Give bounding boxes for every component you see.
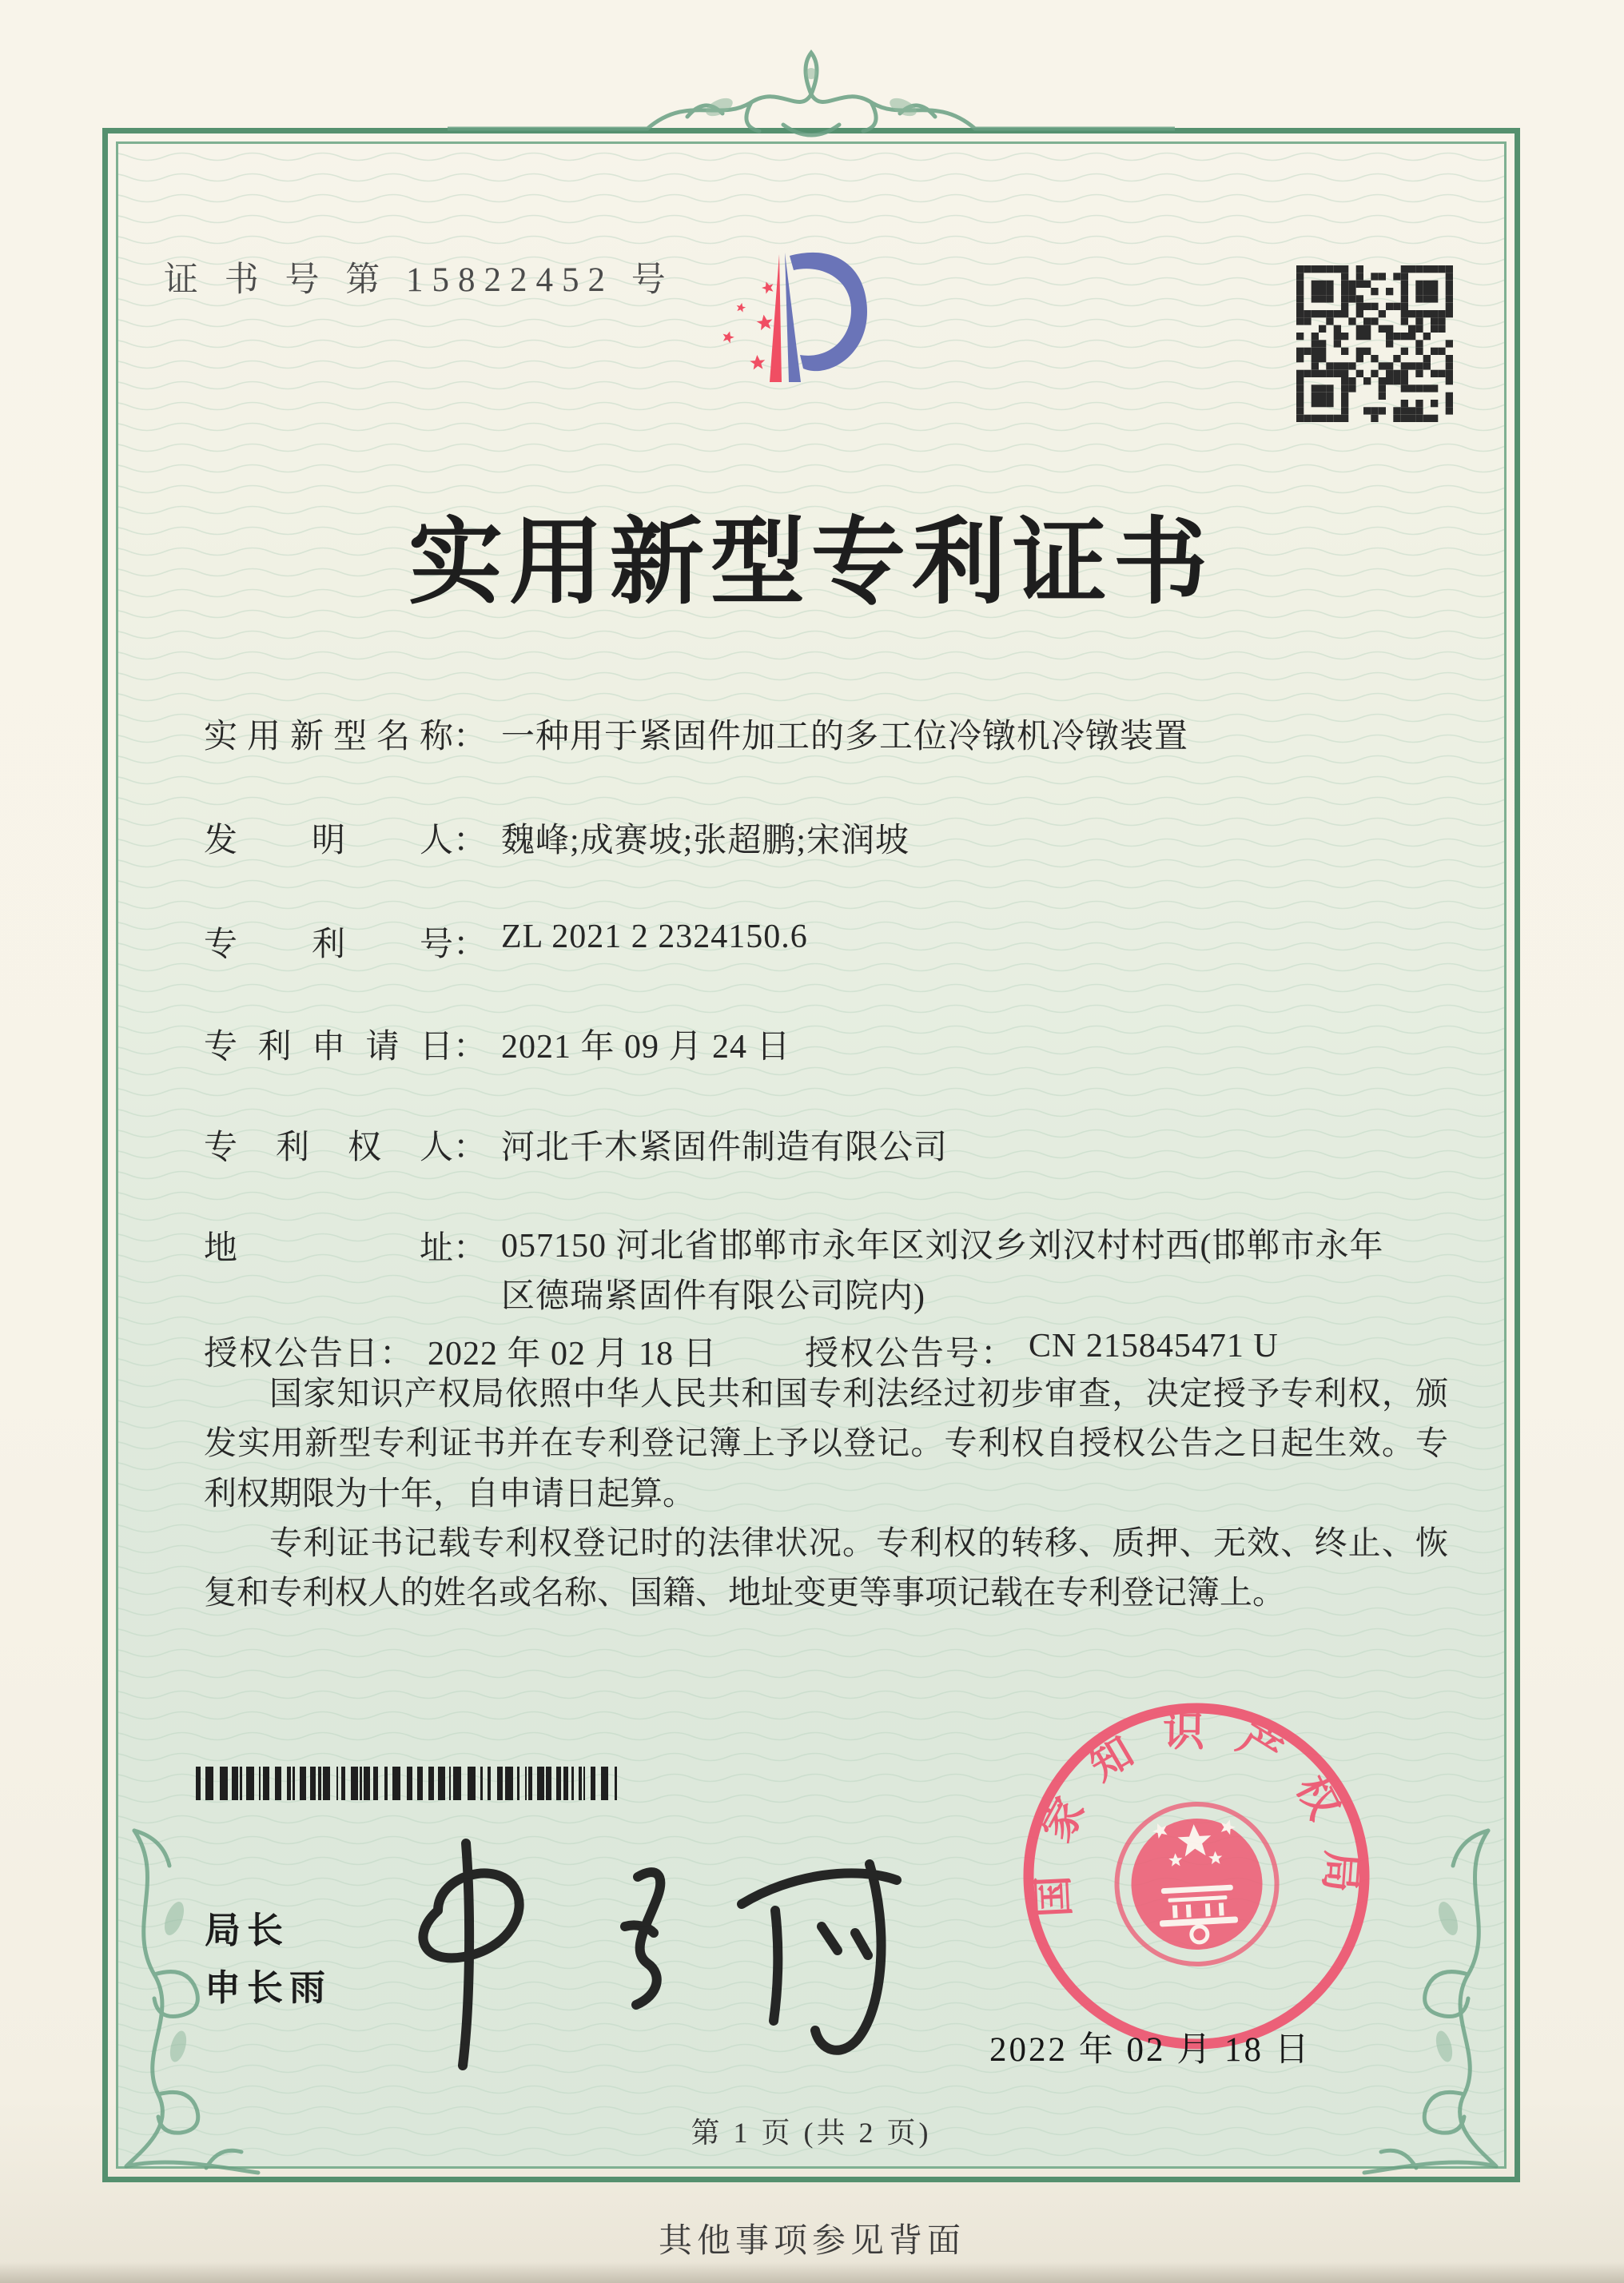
field-row-grant xyxy=(204,1327,1279,1375)
certificate-number: 证 书 号 第 15822452 号 xyxy=(164,261,675,299)
barcode xyxy=(196,1767,627,1800)
field-row-filing-date xyxy=(204,1020,791,1068)
cnipa-logo xyxy=(683,238,939,438)
field-label: 专利申请日 xyxy=(204,1029,453,1066)
field-colon: ： xyxy=(453,926,488,963)
field-value: ZL 2021 2 2324150.6 xyxy=(501,918,808,955)
field-value: 2021 年 09 月 24 日 xyxy=(501,1029,791,1066)
field-row-utility-model-name xyxy=(204,710,1188,758)
seal-text: 国家知识产权局 xyxy=(1029,1709,1364,1922)
field-colon: ： xyxy=(453,1230,488,1267)
back-side-note: 其他事项参见背面 xyxy=(658,2223,965,2260)
field-value: 一种用于紧固件加工的多工位冷镦机冷镦装置 xyxy=(501,719,1189,755)
field-row-address xyxy=(204,1221,1388,1322)
official-seal xyxy=(999,1679,1394,2074)
field-label: 专利号 xyxy=(204,926,453,963)
field-value: 魏峰;成赛坡;张超鹏;宋润坡 xyxy=(501,823,910,859)
field-colon: ： xyxy=(380,1336,414,1373)
field-colon: ： xyxy=(981,1336,1015,1373)
field-row-patentee xyxy=(204,1121,948,1169)
field-label: 专利权人 xyxy=(204,1130,453,1166)
grant-number-value: CN 215845471 U xyxy=(1029,1328,1279,1365)
grant-number-label: 授权公告号 xyxy=(805,1336,981,1373)
director-title: 局长 xyxy=(205,1910,290,1950)
field-colon: ： xyxy=(453,1130,488,1166)
legal-paragraph-1: 国家知识产权局依照中华人民共和国专利法经过初步审查，决定授予专利权，颁发实用新型专利证书并在专利登记簿上予以登记。专利权自授权公告之日起生效。专利权期限为十年，自申请日起算。 xyxy=(204,1375,1448,1512)
field-label: 实用新型名称 xyxy=(204,719,453,755)
seal-date: 2022 年 02 月 18 日 xyxy=(989,2031,1312,2069)
director-name: 申长雨 xyxy=(205,1967,332,2008)
field-row-inventors xyxy=(204,814,910,862)
field-row-patent-number xyxy=(204,918,808,966)
certificate-title: 实用新型专利证书 xyxy=(408,511,1214,616)
logo-red-spike xyxy=(770,254,782,382)
grant-number-group xyxy=(805,1327,1279,1375)
director-signature xyxy=(344,1831,903,2078)
legal-paragraph-2: 专利证书记载专利权登记时的法律状况。专利权的转移、质押、无效、终止、恢复和专利权人的姓名或名称、国籍、地址变更等事项记载在专利登记簿上。 xyxy=(204,1524,1448,1612)
legal-text xyxy=(204,1369,1448,1618)
field-label: 地址 xyxy=(204,1230,453,1267)
field-value: 057150 河北省邯郸市永年区刘汉乡刘汉村村西(邯郸市永年区德瑞紧固件有限公司院内) xyxy=(501,1228,1384,1315)
page-edge-shadow xyxy=(0,2262,1624,2283)
grant-date-label: 授权公告日 xyxy=(204,1336,380,1373)
logo-p-bowl xyxy=(790,253,867,371)
qr-code xyxy=(1296,265,1453,422)
field-label: 发明人 xyxy=(204,823,453,859)
seal-national-emblem xyxy=(1113,1800,1280,1968)
logo-stars xyxy=(721,280,775,370)
page-number: 第 1 页 (共 2 页) xyxy=(691,2117,932,2149)
logo-blue-spike xyxy=(785,253,801,382)
field-colon: ： xyxy=(453,1029,488,1066)
field-colon: ： xyxy=(453,823,488,859)
grant-date-value: 2022 年 02 月 18 日 xyxy=(428,1336,718,1373)
field-value: 河北千木紧固件制造有限公司 xyxy=(501,1130,949,1166)
field-colon: ： xyxy=(453,719,488,755)
